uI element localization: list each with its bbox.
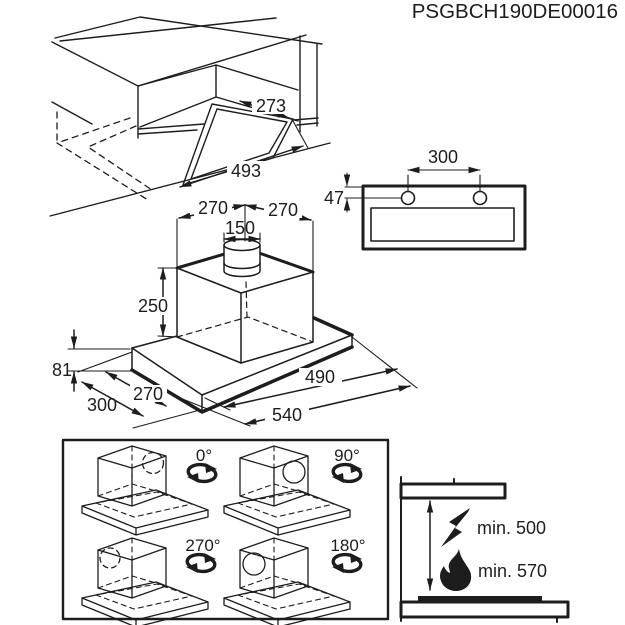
- rotation-angle-label: 90°: [334, 446, 360, 465]
- dim-duct-offset-left-label: 270: [197, 198, 229, 218]
- electric-clearance-label: min. 500: [477, 518, 547, 538]
- dim-body-width-label: 490: [304, 367, 336, 387]
- gas-clearance-label: min. 570: [478, 561, 548, 581]
- dim-duct-diameter-label: 150: [224, 218, 256, 238]
- dim-hole-offset-label: 47: [323, 188, 345, 208]
- drawing-code: PSGBCH190DE00016: [411, 0, 618, 23]
- rotation-options-panel: [63, 440, 388, 625]
- dim-recess-depth-label: 273: [255, 96, 287, 116]
- clearance-diagram: [401, 477, 568, 622]
- duct-spigot: [224, 240, 260, 277]
- hood-profile: [401, 484, 505, 498]
- dim-recess-width-label: 493: [230, 161, 262, 181]
- cooktop-profile: [401, 602, 568, 617]
- cabinet-recess-drawing: [50, 17, 330, 216]
- dim-base-width-label: 540: [271, 405, 303, 425]
- dim-duct-offset-right-label: 270: [267, 200, 299, 220]
- rotation-angle-label: 180°: [330, 536, 366, 555]
- grease-filter-panel: [371, 208, 514, 241]
- mounting-hole-left: [402, 192, 415, 205]
- dim-body-height-label: 250: [137, 296, 169, 316]
- dim-body-depth-label: 270: [132, 384, 164, 404]
- hood-front-view: [324, 147, 525, 249]
- lightning-icon: [441, 508, 470, 547]
- rotation-angle-label: 270°: [185, 536, 221, 555]
- flame-icon: [440, 549, 471, 591]
- dim-base-height-label: 81: [51, 360, 73, 380]
- dim-hole-spacing-label: 300: [427, 147, 459, 167]
- dim-base-depth-label: 300: [86, 395, 118, 415]
- mounting-hole-right: [474, 192, 487, 205]
- rotation-angle-label: 0°: [195, 446, 213, 465]
